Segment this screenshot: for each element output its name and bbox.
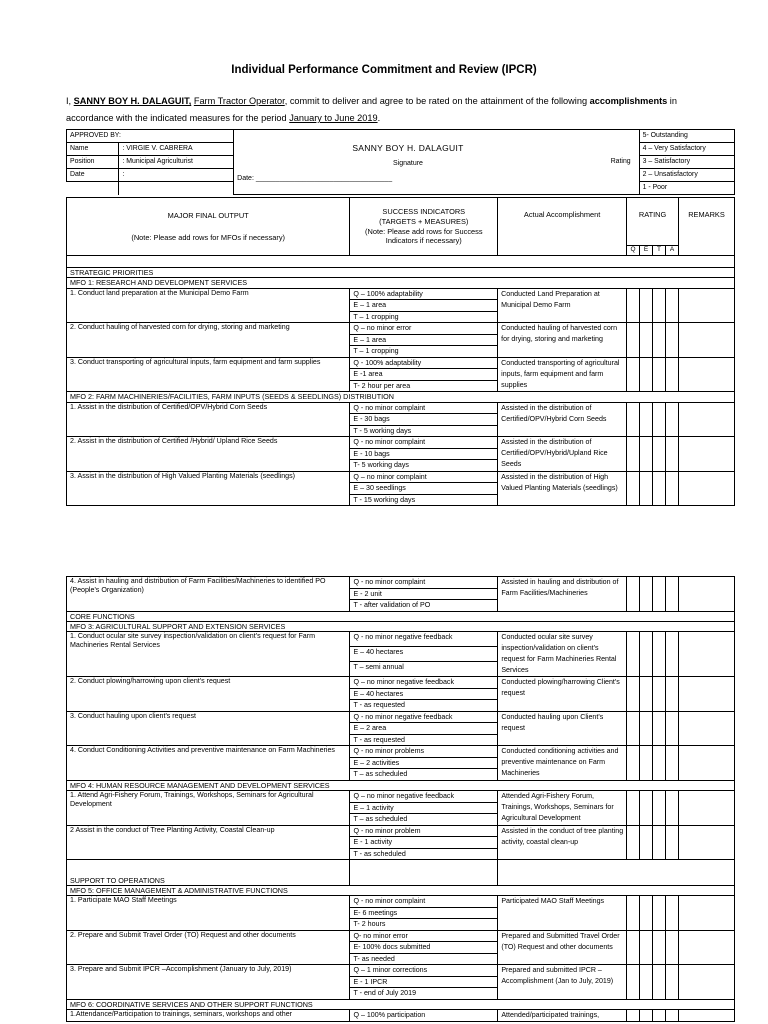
efficiency-indicator: E – 2 area bbox=[350, 723, 498, 735]
rating-t-cell bbox=[653, 930, 666, 965]
table-row bbox=[67, 677, 735, 689]
rating-e-cell bbox=[640, 677, 653, 712]
timeliness-indicator: T – 1 cropping bbox=[350, 346, 498, 358]
rating-e-cell bbox=[640, 711, 653, 746]
rating-e-cell bbox=[640, 357, 653, 392]
efficiency-indicator: E- 100% docs submitted bbox=[350, 942, 498, 954]
accomplishment-cell: Conducted hauling of harvested corn for drying, storing and marketing bbox=[498, 323, 627, 358]
remarks-cell bbox=[679, 825, 735, 860]
rating-t-cell bbox=[653, 323, 666, 358]
quality-indicator: Q – 1 minor corrections bbox=[350, 965, 498, 977]
success-indicators-header: SUCCESS INDICATORS (TARGETS + MEASURES) (Note: Please add rows for Success Indicators if necessary) bbox=[350, 198, 498, 256]
quality-indicator: Q - no minor complaint bbox=[350, 402, 498, 414]
table-row bbox=[67, 965, 735, 977]
table-row bbox=[67, 791, 735, 803]
mfo3-title: MFO 3: AGRICULTURAL SUPPORT AND EXTENSION SERVICES bbox=[67, 621, 735, 631]
timeliness-indicator: T – semi annual bbox=[350, 662, 498, 677]
table-row bbox=[67, 896, 735, 908]
employee-position: Farm Tractor Operator bbox=[193, 96, 285, 106]
rating-q: Q bbox=[627, 246, 640, 256]
efficiency-indicator: E – 40 hectares bbox=[350, 647, 498, 662]
support-to-operations: SUPPORT TO OPERATIONS bbox=[67, 860, 350, 886]
remarks-cell bbox=[679, 632, 735, 677]
rating-a-cell bbox=[666, 677, 679, 712]
rating-t-cell bbox=[653, 965, 666, 1000]
efficiency-indicator: E – 40 hectares bbox=[350, 688, 498, 700]
quality-indicator: Q - no minor complaint bbox=[350, 577, 498, 589]
rating-q-cell bbox=[627, 965, 640, 1000]
timeliness-indicator: T - 15 working days bbox=[350, 494, 498, 506]
intro-line2: accordance with the indicated measures for the period bbox=[66, 113, 290, 123]
quality-indicator: Q - no minor problems bbox=[350, 746, 498, 758]
table-row bbox=[67, 746, 735, 758]
rating-q-cell bbox=[627, 632, 640, 677]
timeliness-indicator: T – as scheduled bbox=[350, 769, 498, 781]
rating-t-cell bbox=[653, 437, 666, 472]
timeliness-indicator: T - as requested bbox=[350, 734, 498, 746]
accomplishment-cell: Attended Agri-Fishery Forum, Trainings, Workshops, Seminars for Agricultural Development bbox=[498, 791, 627, 826]
task-cell: 2. Conduct hauling of harvested corn for drying, storing and marketing bbox=[67, 323, 350, 358]
rating-a-cell bbox=[666, 323, 679, 358]
rating-e-cell bbox=[640, 825, 653, 860]
rating-t-cell bbox=[653, 711, 666, 746]
efficiency-indicator: E- 6 meetings bbox=[350, 907, 498, 919]
quality-indicator: Q - no minor complaint bbox=[350, 896, 498, 908]
remarks-cell bbox=[679, 965, 735, 1000]
timeliness-indicator: T- 5 working days bbox=[350, 460, 498, 472]
task-cell: 1. Conduct land preparation at the Municipal Demo Farm bbox=[67, 288, 350, 323]
remarks-cell bbox=[679, 402, 735, 437]
rating-a-cell bbox=[666, 402, 679, 437]
rating-t-cell bbox=[653, 825, 666, 860]
rating-a-cell bbox=[666, 357, 679, 392]
quality-indicator: Q - no minor complaint bbox=[350, 437, 498, 449]
task-cell: 1.Attendance/Participation to trainings, seminars, workshops and other bbox=[67, 1010, 350, 1022]
timeliness-indicator: T - 5 working days bbox=[350, 425, 498, 437]
intro-pre: I, bbox=[66, 96, 74, 106]
intro-post: in bbox=[667, 96, 677, 106]
mfo6-title: MFO 6: COORDINATIVE SERVICES AND OTHER SUPPORT FUNCTIONS bbox=[67, 999, 735, 1009]
table-row bbox=[67, 632, 735, 647]
quality-indicator: Q – no minor negative feedback bbox=[350, 791, 498, 803]
rating-a-cell bbox=[666, 896, 679, 931]
document-title: Individual Performance Commitment and Review (IPCR) bbox=[231, 64, 537, 76]
scale-1: 1 - Poor bbox=[639, 182, 734, 195]
rating-t: T bbox=[653, 246, 666, 256]
approval-table bbox=[66, 129, 735, 195]
rating-a-cell bbox=[666, 471, 679, 506]
rating-q-cell bbox=[627, 825, 640, 860]
timeliness-indicator: T - as scheduled bbox=[350, 848, 498, 860]
efficiency-indicator: E - 2 unit bbox=[350, 588, 498, 600]
rating-e-cell bbox=[640, 437, 653, 472]
intro-end: . bbox=[377, 113, 381, 123]
commitment-statement bbox=[66, 93, 746, 127]
accomplishment-cell: Prepared and Submitted Travel Order (TO) Request and other documents bbox=[498, 930, 627, 965]
rating-a-cell bbox=[666, 791, 679, 826]
rating-q-cell bbox=[627, 323, 640, 358]
accomplishment-cell: Participated MAO Staff Meetings bbox=[498, 896, 627, 931]
rating-q-cell bbox=[627, 711, 640, 746]
accomplishment-cell: Conducted conditioning activities and preventive maintenance on Farm Machineries bbox=[498, 746, 627, 781]
efficiency-indicator: E – 2 activities bbox=[350, 757, 498, 769]
rating-header: RATING bbox=[627, 198, 679, 246]
rating-q-cell bbox=[627, 677, 640, 712]
efficiency-indicator: E – 1 activity bbox=[350, 802, 498, 814]
rating-e-cell bbox=[640, 288, 653, 323]
rating-label: Rating bbox=[522, 130, 639, 195]
mfo4-title: MFO 4: HUMAN RESOURCE MANAGEMENT AND DEVELOPMENT SERVICES bbox=[67, 780, 735, 790]
employee-name: SANNY BOY H. DALAGUIT, bbox=[73, 96, 192, 106]
rating-q-cell bbox=[627, 577, 640, 612]
task-cell: 4. Conduct Conditioning Activities and preventive maintenance on Farm Machineries bbox=[67, 746, 350, 781]
rating-e-cell bbox=[640, 930, 653, 965]
quality-indicator: Q - no minor problem bbox=[350, 825, 498, 837]
table-row bbox=[67, 471, 735, 483]
quality-indicator: Q - no minor negative feedback bbox=[350, 632, 498, 647]
rating-a-cell bbox=[666, 930, 679, 965]
rating-t-cell bbox=[653, 288, 666, 323]
mfo-header: MAJOR FINAL OUTPUT (Note: Please add rows for MFOs if necessary) bbox=[67, 198, 350, 256]
rating-t-cell bbox=[653, 896, 666, 931]
task-cell: 4. Assist in hauling and distribution of Farm Facilities/Machineries to identified PO (People's Organization) bbox=[67, 577, 350, 612]
rating-q-cell bbox=[627, 746, 640, 781]
rating-e-cell bbox=[640, 471, 653, 506]
task-cell: 1. Assist in the distribution of Certified/OPV/Hybrid Corn Seeds bbox=[67, 402, 350, 437]
rating-e-cell bbox=[640, 402, 653, 437]
date-label: Date bbox=[67, 169, 119, 182]
scale-2: 2 – Unsatisfactory bbox=[639, 169, 734, 182]
signer-name: SANNY BOY H. DALAGUIT bbox=[352, 143, 464, 153]
ipcr-table-page2 bbox=[66, 576, 735, 1022]
signature-label: Signature bbox=[392, 160, 423, 167]
remarks-cell bbox=[679, 896, 735, 931]
table-row bbox=[67, 323, 735, 335]
intro-accomplishments: accomplishments bbox=[589, 96, 668, 106]
efficiency-indicator: E - 1 activity bbox=[350, 837, 498, 849]
quality-indicator: Q - no minor negative feedback bbox=[350, 711, 498, 723]
rating-e-cell bbox=[640, 965, 653, 1000]
rating-e-cell bbox=[640, 323, 653, 358]
timeliness-indicator: T - end of July 2019 bbox=[350, 988, 498, 1000]
accomplishment-cell: Prepared and submitted IPCR – Accomplishment (Jan to July, 2019) bbox=[498, 965, 627, 1000]
position-label: Position bbox=[67, 156, 119, 169]
intro-mid: , commit to deliver and agree to be rated on the attainment of the following bbox=[284, 96, 590, 106]
accomplishment-cell: Assisted in the distribution of Certified/OPV/Hybrid Corn Seeds bbox=[498, 402, 627, 437]
accomplishment-cell: Conducted plowing/harrowing Client's request bbox=[498, 677, 627, 712]
rating-a-cell bbox=[666, 825, 679, 860]
accomplishment-cell: Assisted in the distribution of Certified/OPV/Hybrid/Upland Rice Seeds bbox=[498, 437, 627, 472]
accomplishment-cell: Conducted transporting of agricultural inputs, farm equipment and farm supplies bbox=[498, 357, 627, 392]
task-cell: 2 Assist in the conduct of Tree Planting Activity, Coastal Clean-up bbox=[67, 825, 350, 860]
rating-q-cell bbox=[627, 791, 640, 826]
accomplishment-cell: Assisted in hauling and distribution of Farm Facilities/Machineries bbox=[498, 577, 627, 612]
approver-name: : VIRGIE V. CABRERA bbox=[119, 143, 234, 156]
task-cell: 1. Attend Agri-Fishery Forum, Trainings, Workshops, Seminars for Agricultural Development bbox=[67, 791, 350, 826]
rating-a-cell bbox=[666, 577, 679, 612]
rating-q-cell bbox=[627, 930, 640, 965]
rating-q-cell bbox=[627, 288, 640, 323]
ipcr-table-page1 bbox=[66, 197, 735, 506]
task-cell: 3. Conduct transporting of agricultural inputs, farm equipment and farm supplies bbox=[67, 357, 350, 392]
rating-e-cell bbox=[640, 791, 653, 826]
efficiency-indicator: E -1 area bbox=[350, 369, 498, 381]
timeliness-indicator: T – as scheduled bbox=[350, 814, 498, 826]
remarks-cell bbox=[679, 930, 735, 965]
remarks-cell bbox=[679, 471, 735, 506]
strategic-priorities: STRATEGIC PRIORITIES bbox=[67, 268, 735, 278]
rating-a-cell bbox=[666, 711, 679, 746]
timeliness-indicator: T - after validation of PO bbox=[350, 600, 498, 612]
efficiency-indicator: E - 30 bags bbox=[350, 414, 498, 426]
mfo1-title: MFO 1: RESEARCH AND DEVELOPMENT SERVICES bbox=[67, 278, 735, 288]
remarks-cell bbox=[679, 746, 735, 781]
remarks-cell bbox=[679, 437, 735, 472]
mfo2-title: MFO 2: FARM MACHINERIES/FACILITIES, FARM INPUTS (SEEDS & SEEDLINGS) DISTRIBUTION bbox=[67, 392, 735, 402]
task-cell: 3. Prepare and Submit IPCR –Accomplishment (January to July, 2019) bbox=[67, 965, 350, 1000]
task-cell: 1. Participate MAO Staff Meetings bbox=[67, 896, 350, 931]
quality-indicator: Q – no minor complaint bbox=[350, 471, 498, 483]
remarks-cell bbox=[679, 711, 735, 746]
quality-indicator: Q - 100% adaptability bbox=[350, 357, 498, 369]
timeliness-indicator: T- 2 hours bbox=[350, 919, 498, 931]
rating-t-cell bbox=[653, 746, 666, 781]
approver-date: : bbox=[119, 169, 234, 182]
task-cell: 3. Conduct hauling upon client's request bbox=[67, 711, 350, 746]
signature-block bbox=[234, 130, 522, 195]
rating-e-cell bbox=[640, 577, 653, 612]
rating-e-cell bbox=[640, 746, 653, 781]
timeliness-indicator: T- as needed bbox=[350, 953, 498, 965]
timeliness-indicator: T - as requested bbox=[350, 700, 498, 712]
efficiency-indicator: E – 1 area bbox=[350, 334, 498, 346]
approved-by-label: APPROVED BY: bbox=[67, 130, 234, 143]
signature-date: Date: ___________________________________ bbox=[237, 175, 393, 182]
name-label: Name bbox=[67, 143, 119, 156]
remarks-cell bbox=[679, 577, 735, 612]
task-cell: 2. Prepare and Submit Travel Order (TO) Request and other documents bbox=[67, 930, 350, 965]
rating-a-cell bbox=[666, 437, 679, 472]
accomplishment-cell: Assisted in the conduct of tree planting activity, coastal clean-up bbox=[498, 825, 627, 860]
rating-t-cell bbox=[653, 632, 666, 677]
rating-t-cell bbox=[653, 402, 666, 437]
rating-a-cell bbox=[666, 288, 679, 323]
task-cell: 3. Assist in the distribution of High Valued Planting Materials (seedlings) bbox=[67, 471, 350, 506]
rating-q-cell bbox=[627, 471, 640, 506]
rating-a: A bbox=[666, 246, 679, 256]
actual-accomplishment-header: Actual Accomplishment bbox=[498, 198, 627, 256]
table-row bbox=[67, 357, 735, 369]
rating-q-cell bbox=[627, 437, 640, 472]
quality-indicator: Q – no minor error bbox=[350, 323, 498, 335]
rating-t-cell bbox=[653, 791, 666, 826]
table-row bbox=[67, 711, 735, 723]
remarks-cell bbox=[679, 791, 735, 826]
rating-t-cell bbox=[653, 471, 666, 506]
scale-3: 3 – Satisfactory bbox=[639, 156, 734, 169]
rating-t-cell bbox=[653, 357, 666, 392]
rating-t-cell bbox=[653, 677, 666, 712]
timeliness-indicator: T – 1 cropping bbox=[350, 311, 498, 323]
accomplishment-cell: Conducted Land Preparation at Municipal Demo Farm bbox=[498, 288, 627, 323]
mfo5-title: MFO 5: OFFICE MANAGEMENT & ADMINISTRATIVE FUNCTIONS bbox=[67, 886, 735, 896]
accomplishment-cell: Attended/participated trainings, bbox=[498, 1010, 627, 1022]
table-row bbox=[67, 930, 735, 942]
efficiency-indicator: E - 10 bags bbox=[350, 448, 498, 460]
rating-e-cell bbox=[640, 896, 653, 931]
timeliness-indicator: T- 2 hour per area bbox=[350, 380, 498, 392]
rating-a-cell bbox=[666, 965, 679, 1000]
accomplishment-cell: Assisted in the distribution of High Valued Planting Materials (seedlings) bbox=[498, 471, 627, 506]
task-cell: 2. Conduct plowing/harrowing upon client's request bbox=[67, 677, 350, 712]
accomplishment-cell: Conducted ocular site survey inspection/validation on client's request for Farm Machineries Rental Services bbox=[498, 632, 627, 677]
table-row bbox=[67, 825, 735, 837]
approver-position: : Municipal Agriculturist bbox=[119, 156, 234, 169]
core-functions: CORE FUNCTIONS bbox=[67, 611, 735, 621]
table-row bbox=[67, 402, 735, 414]
rating-q-cell bbox=[627, 896, 640, 931]
remarks-cell bbox=[679, 677, 735, 712]
table-row bbox=[67, 577, 735, 589]
accomplishment-cell: Conducted hauling upon Client's request bbox=[498, 711, 627, 746]
rating-t-cell bbox=[653, 577, 666, 612]
task-cell: 2. Assist in the distribution of Certified /Hybrid/ Upland Rice Seeds bbox=[67, 437, 350, 472]
table-row bbox=[67, 288, 735, 300]
rating-q-cell bbox=[627, 357, 640, 392]
efficiency-indicator: E - 1 IPCR bbox=[350, 976, 498, 988]
quality-indicator: Q- no minor error bbox=[350, 930, 498, 942]
task-cell: 1. Conduct ocular site survey inspection/validation on client's request for Farm Machineries Rental Services bbox=[67, 632, 350, 677]
remarks-cell bbox=[679, 323, 735, 358]
scale-5: 5- Outstanding bbox=[639, 130, 734, 143]
efficiency-indicator: E – 1 area bbox=[350, 300, 498, 312]
quality-indicator: Q – 100% participation bbox=[350, 1010, 498, 1022]
rating-e: E bbox=[640, 246, 653, 256]
rating-a-cell bbox=[666, 746, 679, 781]
rating-q-cell bbox=[627, 402, 640, 437]
rating-e-cell bbox=[640, 632, 653, 677]
remarks-header: REMARKS bbox=[679, 198, 735, 256]
remarks-cell bbox=[679, 357, 735, 392]
table-row bbox=[67, 437, 735, 449]
remarks-cell bbox=[679, 288, 735, 323]
quality-indicator: Q – no minor negative feedback bbox=[350, 677, 498, 689]
rating-a-cell bbox=[666, 632, 679, 677]
scale-4: 4 – Very Satisfactory bbox=[639, 143, 734, 156]
rating-period: January to June 2019 bbox=[289, 113, 378, 123]
efficiency-indicator: E – 30 seedlings bbox=[350, 483, 498, 495]
quality-indicator: Q – 100% adaptability bbox=[350, 288, 498, 300]
